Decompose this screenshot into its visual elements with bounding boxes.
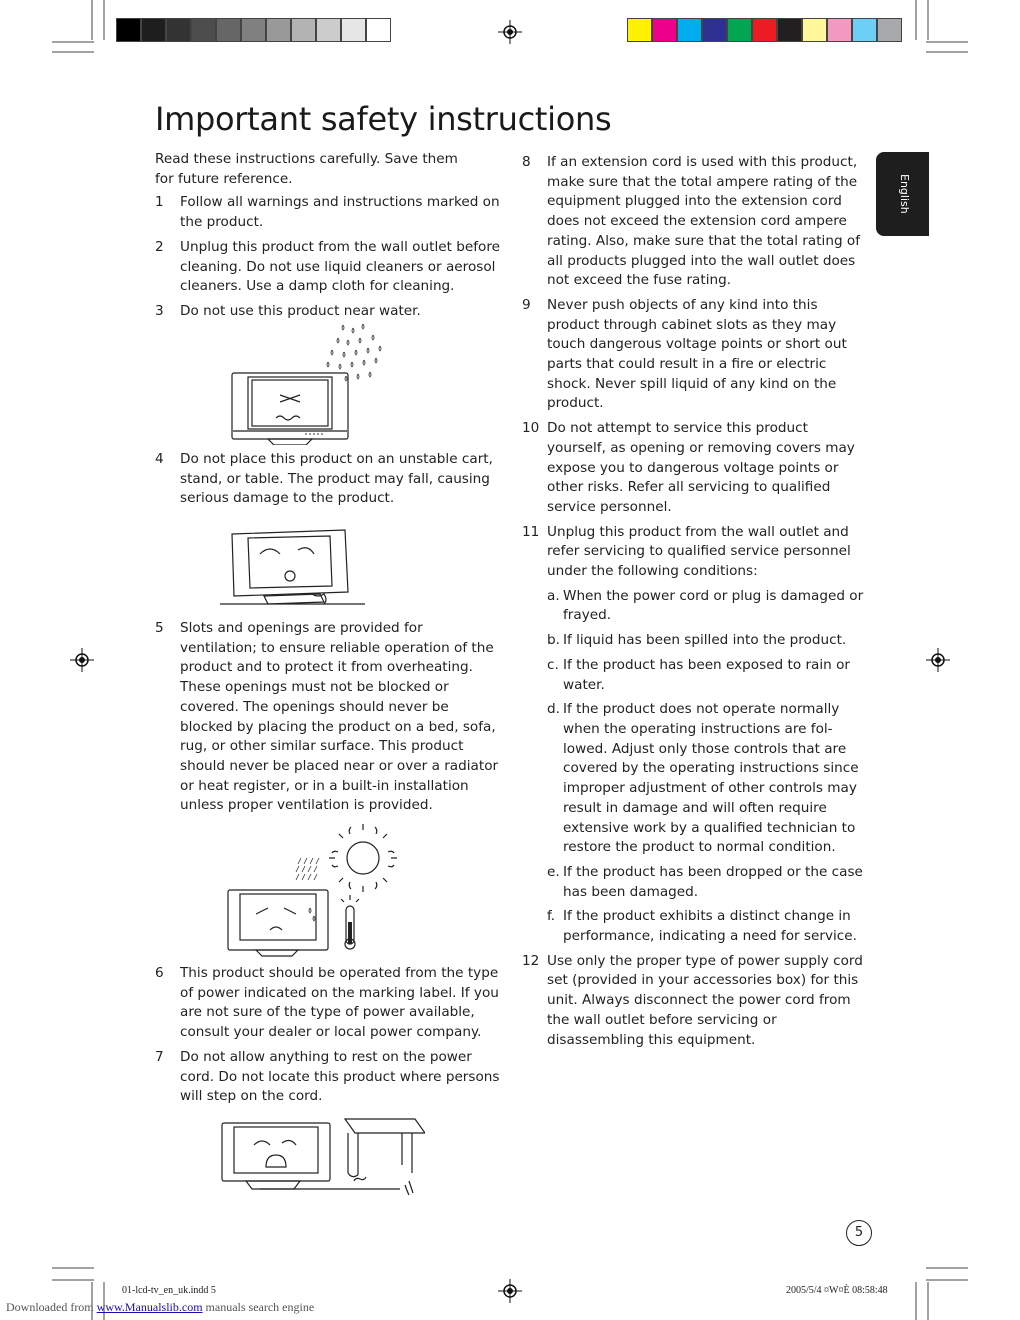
item-text: Slots and openings are provided for ventilation; to ensure reliable operation of the product and to protect it from overheating. These openings must not be blocked or covered. The openings should never be blocked by placing the product on a bed, sofa, rug, or other similar surface. This product should never be placed near or over a radiator or heat register, or in a built-in installation unless proper ventilation is provided. (180, 620, 499, 814)
download-credit (6, 1300, 314, 1315)
condition-text: If the product has been dropped or the case has been damaged. (563, 863, 863, 900)
item-text: Do not attempt to service this product yourself, as opening or removing covers may expose you to dangerous voltage points or other risks. Refer all servicing to qualified service personnel. (547, 420, 855, 515)
instruction-item (155, 619, 500, 816)
item-text: Do not place this product on an unstable cart, stand, or table. The product may fall, causing serious damage to the product. (180, 451, 493, 507)
left-column-block-6 (155, 964, 500, 1112)
tv-unstable-illustration (220, 528, 370, 608)
condition-item (522, 907, 867, 946)
instruction-item (522, 153, 867, 291)
tv-heat-illustration (226, 822, 401, 958)
page-title: Important safety instructions (155, 100, 612, 138)
item-number: 4 (155, 451, 164, 467)
condition-letter: d. (547, 701, 560, 718)
language-tab (876, 152, 929, 236)
instruction-item (522, 523, 867, 582)
footer-filename: 01-lcd-tv_en_uk.indd 5 (122, 1285, 216, 1296)
registration-mark-icon (498, 1279, 522, 1303)
item-text: Do not allow anything to rest on the power cord. Do not locate this product where persons will step on the cord. (180, 1048, 500, 1105)
condition-item (522, 863, 867, 902)
item-number: 7 (155, 1048, 164, 1065)
download-prefix: Downloaded from (6, 1300, 94, 1314)
condition-item (522, 587, 867, 626)
page-number: 5 (846, 1220, 872, 1246)
item-text: Follow all warnings and instructions marked on the product. (180, 194, 500, 231)
tv-cord-table-illustration (220, 1115, 425, 1200)
item-text: Use only the proper type of power supply cord set (provided in your accessories box) for this unit. Always disconnect the power cord from the wall outlet before servicing or disassembling this equipment. (547, 952, 863, 1048)
condition-text: If liquid has been spilled into the product. (563, 632, 847, 649)
item-text: If an extension cord is used with this product, make sure that the total ampere rating of the equipment plugged into the extension cord does not exceed the extension cord ampere rating. Also, make sure that the total rating of all products plugged into the wall outlet does not exceed the fuse rating. (547, 154, 861, 289)
instruction-item (155, 1048, 500, 1107)
condition-item (522, 656, 867, 695)
item-number: 5 (155, 620, 164, 636)
footer-timestamp: 2005/5/4 ¤W¤È 08:58:48 (786, 1285, 888, 1296)
item-number: 11 (522, 523, 540, 540)
item-text: Never push objects of any kind into this product through cabinet slots as they may touch dangerous voltage points or short out parts that could result in a fire or electric shock. Never spill liquid of any kind on the product. (547, 296, 847, 412)
item-number: 6 (155, 965, 164, 981)
registration-mark-icon (926, 648, 950, 672)
intro-text: Read these instructions carefully. Save them for future reference. (155, 151, 458, 187)
item-number: 12 (522, 952, 540, 969)
condition-letter: f. (547, 908, 556, 925)
condition-text: When the power cord or plug is damaged or frayed. (563, 587, 864, 624)
condition-text: If the product has been exposed to rain or water. (563, 656, 851, 693)
registration-mark-icon (498, 20, 522, 44)
condition-letter: a. (547, 587, 560, 604)
left-column (155, 150, 500, 327)
instruction-item (155, 238, 500, 297)
instruction-item (155, 450, 500, 509)
download-suffix: manuals search engine (205, 1300, 315, 1314)
instruction-item (155, 302, 500, 322)
condition-letter: b. (547, 632, 560, 649)
instruction-item (522, 419, 867, 518)
condition-item (522, 700, 867, 858)
right-column (522, 153, 867, 1055)
condition-text: If the product does not operate normally when the operating instructions are fol-lowed. Adjust only those controls that are covered by the operating instructions since improper adjustment of other controls may result in damage and will often require extensive work by a qualified technician to restore the product to normal condition. (563, 701, 859, 856)
instruction-item (155, 964, 500, 1043)
item-text: This product should be operated from the type of power indicated on the marking label. If you are not sure of the type of power available, consult your dealer or local power company. (180, 965, 499, 1041)
instruction-item (522, 952, 867, 1051)
condition-text: If the product exhibits a distinct change in performance, indicating a need for service. (563, 908, 857, 945)
registration-mark-icon (70, 648, 94, 672)
condition-letter: e. (547, 863, 560, 880)
item-text: Do not use this product near water. (180, 302, 421, 319)
item-number: 3 (155, 302, 164, 319)
left-column-block-5 (155, 619, 500, 821)
instruction-item (522, 296, 867, 414)
tv-rain-illustration (228, 320, 388, 445)
condition-letter: c. (547, 656, 559, 673)
item-number: 8 (522, 154, 531, 170)
item-number: 9 (522, 296, 531, 313)
manualslib-link[interactable]: www.Manualslib.com (96, 1300, 203, 1314)
item-text: Unplug this product from the wall outlet and refer servicing to qualified service personnel under the following conditions: (547, 523, 851, 580)
left-column-block-4 (155, 450, 500, 514)
condition-item (522, 631, 867, 651)
instruction-item (155, 193, 500, 232)
item-number: 1 (155, 194, 164, 211)
item-text: Unplug this product from the wall outlet before cleaning. Do not use liquid cleaners or aerosol cleaners. Use a damp cloth for cleaning. (180, 238, 500, 295)
item-number: 10 (522, 420, 540, 437)
language-tab-label: English (898, 174, 911, 214)
item-number: 2 (155, 238, 164, 255)
